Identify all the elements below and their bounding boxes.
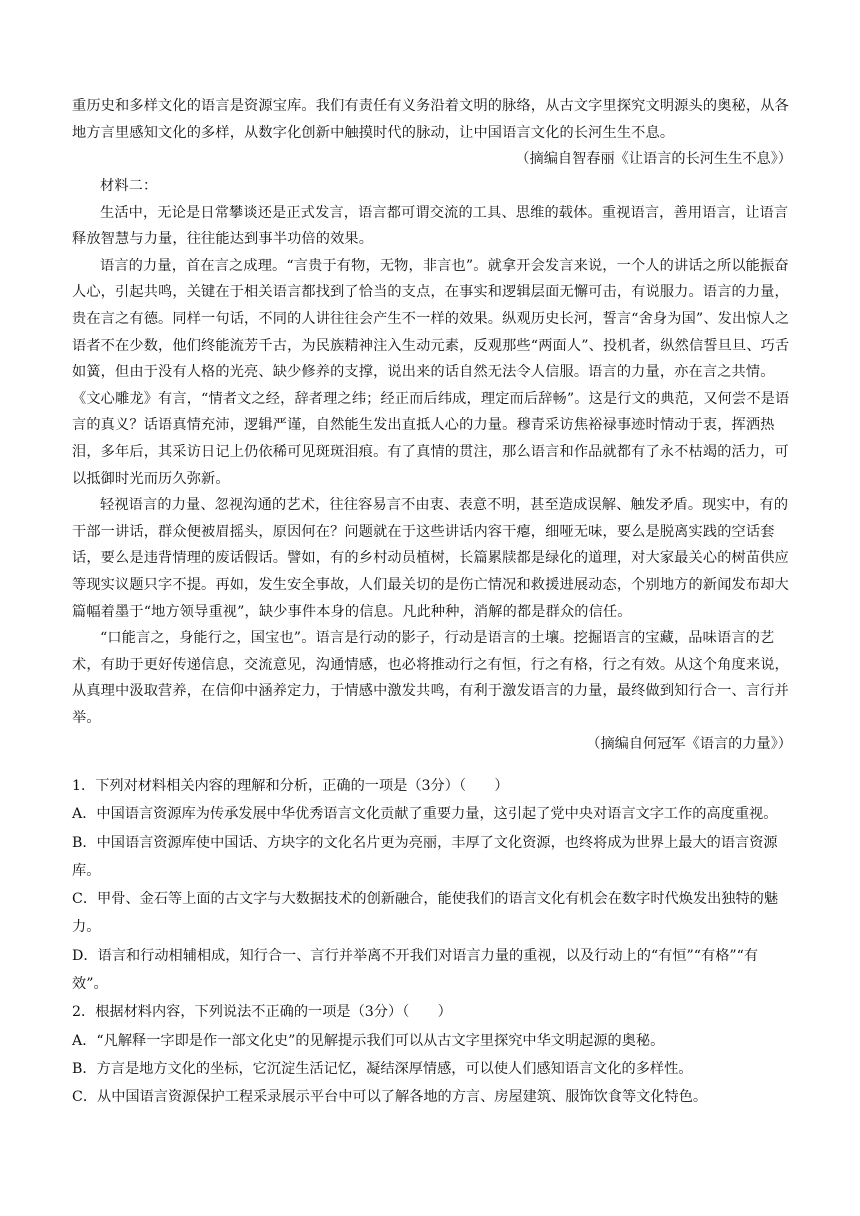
material-one-tail bbox=[72, 93, 792, 173]
question-2 bbox=[72, 998, 792, 1111]
material-two-paragraph: “口能言之，身能行之，国宝也”。语言是行动的影子，行动是语言的土壤。挖掘语言的宝藏，品味语言的艺术，有助于更好传递信息，交流意见，沟通情感，也必将推动行之有恒，行之有格，行之有效。从这个角度来说，从真理中汲取营养，在信仰中涵养定力，于情感中激发共鸣，有利于激发语言的力量，最终做到知行合一、言行并举。 bbox=[72, 630, 789, 726]
question-option[interactable]: A．中国语言资源库为传承发展中华优秀语言文化贡献了重要力量，这引起了党中央对语言文字工作的高度重视。 bbox=[72, 806, 778, 823]
material-two-heading: 材料二： bbox=[100, 178, 158, 194]
material-two bbox=[72, 173, 792, 758]
question-option[interactable]: B．方言是地方文化的坐标，它沉淀生活记忆，凝结深厚情感，可以使人们感知语言文化的多样性。 bbox=[72, 1060, 693, 1077]
material-two-paragraph: 生活中，无论是日常攀谈还是正式发言，语言都可谓交流的工具、思维的载体。重视语言，善用语言，让语言释放智慧与力量，往往能达到事半功倍的效果。 bbox=[72, 204, 789, 248]
material-one-source: （摘编自智春丽《让语言的长河生生不息》） bbox=[515, 151, 792, 168]
question-option[interactable]: C．甲骨、金石等上面的古文字与大数据技术的创新融合，能使我们的语言文化有机会在数字时代焕发出独特的魅力。 bbox=[72, 891, 779, 936]
question-1 bbox=[72, 772, 792, 998]
material-one-tail-text: 重历史和多样文化的语言是资源宝库。我们有责任有义务沿着文明的脉络，从古文字里探究文明源头的奥秘，从各地方言里感知文化的多样，从数字化创新中触摸时代的脉动，让中国语言文化的长河生生不息。 bbox=[72, 98, 789, 141]
question-stem: 1．下列对材料相关内容的理解和分析，正确的一项是（3分）（ ） bbox=[72, 778, 509, 794]
material-two-paragraph: 轻视语言的力量、忽视沟通的艺术，往往容易言不由衷、表意不明，甚至造成误解、触发矛盾。现实中，有的干部一讲话，群众便被眉摇头，原因何在？问题就在于这些讲话内容干瘪，细哑无味，要么是脱离实践的空话套话，要么是违背情理的废话假话。譬如，有的乡村动员植树，长篇累牍都是绿化的道理，对大家最关心的树苗供应等现实议题只字不提。再如，发生安全事故，人们最关切的是伤亡情况和救援进展动态，个别地方的新闻发布却大篇幅着墨于“地方领导重视”，缺少事件本身的信息。凡此种种，消解的都是群众的信任。 bbox=[72, 497, 789, 620]
question-option[interactable]: A．“凡解释一字即是作一部文化史”的见解提示我们可以从古文字里探究中华文明起源的奥秘。 bbox=[72, 1032, 665, 1049]
question-option[interactable]: B．中国语言资源库使中国话、方块字的文化名片更为亮丽，丰厚了文化资源，也终将成为世界上最大的语言资源库。 bbox=[72, 834, 778, 879]
question-option[interactable]: C．从中国语言资源保护工程采录展示平台中可以了解各地的方言、房屋建筑、服饰饮食等文化特色。 bbox=[72, 1089, 708, 1106]
question-option[interactable]: D．语言和行动相辅相成，知行合一、言行并举离不开我们对语言力量的重视，以及行动上的“有恒”“有格”“有效”。 bbox=[72, 947, 759, 993]
question-stem: 2．根据材料内容，下列说法不正确的一项是（3分）（ ） bbox=[72, 1004, 452, 1021]
material-two-paragraph: 语言的力量，首在言之成理。“言贵于有物，无物，非言也”。就拿开会发言来说，一个人的讲话之所以能振奋人心，引起共鸣，关键在于相关语言都找到了恰当的支点，在事实和逻辑层面无懈可击，有说服力。语言的力量，贵在言之有德。同样一句话，不同的人讲往往会产生不一样的效果。纵观历史长河，誓言“舍身为国”、发出惊人之语者不在少数，他们终能流芳千古，为民族精神注入生动元素，反观那些“两面人”、投机者，纵然信誓旦旦、巧舌如簧，但由于没有人格的光亮、缺少修养的支撑，说出来的话自然无法令人信服。语言的力量，亦在言之共情。《文心雕龙》有言，“情者文之经，辞者理之纬；经正而后纬成，理定而后辞畅”。这是行文的典范，又何尝不是语言的真义？话语真情充沛，逻辑严谨，自然能生发出直抵人心的力量。穆青采访焦裕禄事迹时情动于衷，挥洒热泪，多年后，其采访日记上仍依稀可见斑斑泪痕。有了真情的贯注，那么语言和作品就都有了永不枯竭的活力，可以抵御时光而历久弥新。 bbox=[72, 257, 790, 487]
material-two-source: （摘编自何冠军《语言的力量》） bbox=[586, 736, 792, 753]
question-list bbox=[72, 772, 792, 1112]
